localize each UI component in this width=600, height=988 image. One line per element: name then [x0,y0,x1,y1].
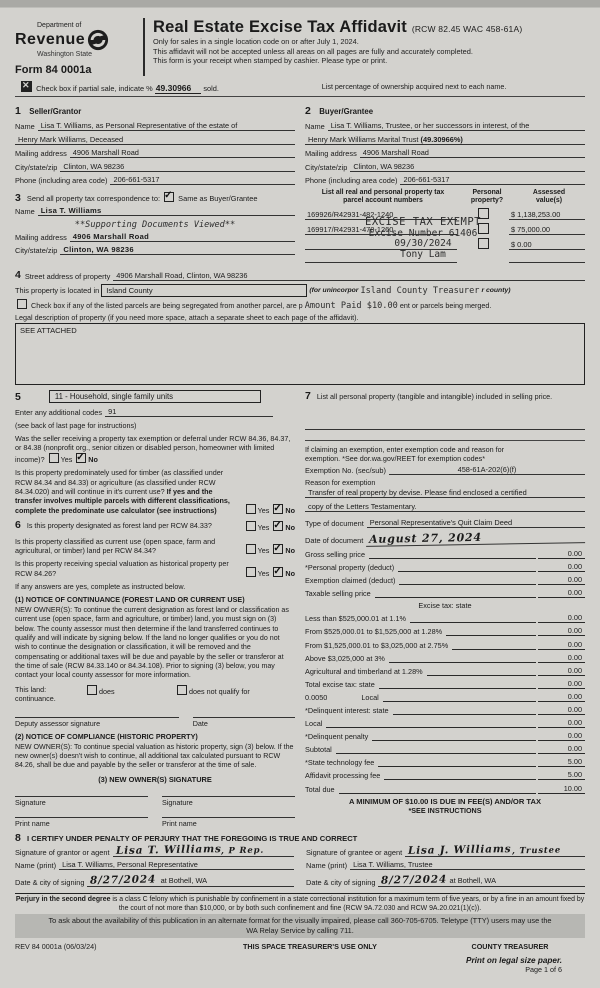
corr-name-label: Name [15,207,35,216]
section8-number: 8 [15,831,21,844]
tax-row: Total excise tax: state 0.00 [305,679,585,689]
owner-print-name-line[interactable]: Print name [15,817,148,828]
form-title: Real Estate Excise Tax Affidavit (RCW 82.45 WAC 458-61A) [153,18,523,36]
certify-statement: I CERTIFY UNDER PENALTY OF PERJURY THAT THE FOREGOING IS TRUE AND CORRECT [26,833,358,843]
tax-row: Subtotal 0.00 [305,744,585,754]
buyer-city-field[interactable]: Clinton, WA 98236 [350,162,585,172]
print-on-legal-note: Print on legal size paper. [465,956,562,965]
tax-row: From $525,000.01 to $1,525,000 at 1.28% 0.00 [305,626,585,636]
seller-name-field[interactable]: Lisa T. Williams, as Personal Representative of the estate of [38,121,295,131]
parcel-table-header: List all real and personal property tax parcel account numbers Personal property? Assessed value(s) [321,188,566,205]
treasurer-exempt-stamp [333,217,513,261]
tax-row: Total due 10.00 [305,784,585,794]
grantor-date-label: Date & city of signing [15,877,85,887]
partial-sale-label: Check box if partial sale, indicate % [36,84,153,93]
parcel-number-field[interactable]: 169917/R42931-478-1260 [305,225,457,235]
tax-row: From $1,525,000.01 to $3,025,000 at 2.75% 0.00 [305,640,585,650]
current-use-yes-checkbox[interactable] [246,544,256,554]
section5-number: 5 [15,390,21,403]
tax-amount-field[interactable]: 0.00 [538,744,585,754]
section-7-and-tax [305,390,585,830]
grantee-print-field[interactable]: Lisa T. Williams, Trustee [350,860,585,870]
buyer-mailing-label: Mailing address [305,149,357,158]
date-of-document-field[interactable]: August 27, 2024 [366,530,585,548]
buyer-name-field-2[interactable]: Henry Mark Williams Marital Trust (49.30966%) [305,135,585,145]
deputy-assessor-signature-line[interactable]: Deputy assessor signature [15,717,179,728]
supporting-docs-stamp: **Supporting Documents Viewed** [74,219,236,230]
county-treasurer-label: COUNTY TREASURER [471,941,549,951]
deferral-question: Was the seller receiving a property tax exemption or deferral under RCW 84.36, 84.37, or 84.38 (nonprofit org., senior citizen or disabled person, homeowner with limited income)? Yes ✓ No [15,434,295,464]
notice2-body: NEW OWNER(S): To continue special valuation as historic property, sign (3) below. If the new owner(s) doesn't wish to continue, all additional tax calculated pursuant to RCW 84.26, shall be due and payable by the seller or transferor at the time of sale. [15,742,294,770]
tax-amount-field[interactable]: 5.00 [538,770,585,780]
notice1-body: NEW OWNER(S): To continue the current designation as forest land or classification as current use (open space, farm and agriculture, or timber) land, you must sign on (3) below. The county assessor must then determine if the land transferred continues to qualify and will indicate by signing below. If the land no longer qualifies or you do not wish to continue the designation or classification, it will be removed and the compensating or additional taxes will be due and payable by the seller or transferor at the time of sale (RCW 84.33.140 or 84.34.108). Prior to signing (3) below, you may contact your local county assessor for more information. [15,605,289,680]
header-note-3: This form is your receipt when stamped by cashier. Please type or print. [153,56,388,66]
historic-no-checkbox[interactable] [273,567,283,577]
legal-description-label: Legal description of property (if you need more space, attach a separate sheet to each page of the affidavit). [15,313,359,323]
partial-sale-percent[interactable]: 49.30966 [155,83,201,94]
seller-phone-label: Phone (including area code) [15,176,108,185]
assessed-value-field[interactable]: $ 1,138,253.00 [509,210,585,220]
partial-sale-suffix: sold. [203,84,219,93]
assessed-value-field[interactable] [509,253,585,263]
tax-row: Above $3,025,000 at 3% 0.00 [305,653,585,663]
street-address-label: Street address of property [24,271,111,281]
historic-yes-checkbox[interactable] [246,567,256,577]
timber-question: Is this property predominately used for timber (as classified under RCW 84.34 and 84.33) or agriculture (as classified under RCW 84.34.020) and will continue in it's current use? If yes and the transfer involves multiple parcels with different classifications, complete the predominate use calculator (see instructions) Yes ✓ No [15,468,295,515]
stamp-exempt-line: EXCISE TAX EXEMPT [365,216,481,228]
corr-mailing-label: Mailing address [15,232,67,242]
tax-amount-field[interactable]: 0.00 [538,679,585,689]
tax-amount-field[interactable]: 0.00 [538,653,585,663]
additional-codes-field[interactable]: 91 [105,407,272,417]
buyer-phone-field[interactable]: 206-661-5317 [400,175,585,185]
tax-amount-field[interactable]: 0.00 [538,640,585,650]
tax-amount-field[interactable]: 0.00 [538,562,585,572]
grantor-signature-field[interactable]: Lisa T. Williams, P Rep. [113,844,295,857]
grantee-signature-field[interactable]: Lisa J. Williams, Trustee [405,844,585,857]
historic-question: Is this property receiving special valuation as historical property per RCW 84.26? Yes ✓ No [15,559,295,578]
land-use-code-field[interactable]: 11 - Household, single family units [49,390,261,403]
tax-amount-field[interactable]: 0.00 [538,731,585,741]
seller-phone-field[interactable]: 206-661-5317 [110,175,295,185]
partial-sale-checkbox[interactable] [21,81,32,92]
tax-row: *Personal property (deduct) 0.00 [305,562,585,572]
grantor-date-field[interactable]: 8/27/2024 at Bothell, WA [87,874,294,887]
owner-signature-line[interactable]: Signature [15,796,148,807]
current-use-no-checkbox[interactable] [273,544,283,554]
section1-heading: Seller/Grantor [29,107,82,116]
see-back-note: (see back of last page for instructions) [15,420,137,430]
reason-label: Reason for exemption [305,478,376,488]
see-instructions-note: *SEE INSTRUCTIONS [408,805,482,815]
grantee-date-field[interactable]: 8/27/2024 at Bothell, WA [378,874,585,887]
segregated-label: Check box if any of the listed parcels are being segregated from another parcel, are p [31,301,303,311]
section-8 [15,832,585,891]
forest-land-question: 6 Is this property designated as forest land per RCW 84.33? Yes ✓ No [15,519,295,533]
seller-name-field-2[interactable]: Henry Mark Williams, Deceased [15,135,295,145]
tax-row: Local 0.00 [305,718,585,728]
section-4 [15,269,585,386]
tax-row: Taxable selling price 0.00 [305,588,585,598]
header-note-2: This affidavit will not be accepted unless all areas on all pages are fully and accurately completed. [153,46,473,56]
corr-mailing-field[interactable]: 4906 Marshall Road [70,232,295,242]
tax-amount-field[interactable]: 0.00 [538,575,585,585]
section-1-and-3 [15,101,295,266]
exemption-intro: If claiming an exemption, enter exemption code and reason for exemption. *See dor.wa.gov/REET for exemption codes* [305,444,504,464]
type-of-document-label: Type of document [305,518,364,528]
owner-print-name-line[interactable]: Print name [162,817,295,828]
forest-yes-checkbox[interactable] [246,521,256,531]
street-address-field[interactable]: 4906 Marshall Road, Clinton, WA 98236 [113,271,349,281]
located-note-right: r county) [481,287,511,295]
notice2-title: (2) NOTICE OF COMPLIANCE (HISTORIC PROPERTY) [15,732,198,742]
excise-tax-state-header: Excise tax: state [418,601,472,611]
local-rate-value: 0.0050 [305,692,328,702]
section-2-and-parcels [305,101,585,266]
tax-amount-field[interactable]: 0.00 [538,705,585,715]
street-address-extra-line[interactable] [349,271,585,281]
form-number: Form 84 0001a [15,64,92,76]
grantee-date-label: Date & city of signing [306,877,376,887]
ownership-note: List percentage of ownership acquired next to each name. [321,82,507,91]
header-note-1: Only for sales in a single location code on or after July 1, 2024. [153,37,359,46]
exemption-no-label: Exemption No. (sec/sub) [305,465,386,475]
buyer-city-label: City/state/zip [305,162,348,172]
segregated-checkbox[interactable] [17,299,27,309]
buyer-percent: (49.30966%) [420,134,463,144]
corr-city-label: City/state/zip [15,246,58,255]
revenue-logo-icon [87,29,109,51]
seller-city-field[interactable]: Clinton, WA 98236 [60,162,295,172]
stamp-amount-paid: Amount Paid $10.00 [304,301,398,312]
page-number: Page 1 of 6 [525,965,562,974]
tax-row: Gross selling price 0.00 [305,549,585,559]
forest-no-checkbox[interactable] [273,521,283,531]
grantor-signature-label: Signature of grantor or agent [15,847,110,857]
tax-amount-field[interactable]: 0.00 [538,692,585,702]
if-any-note: If any answers are yes, complete as instructed below. [15,582,186,592]
tax-row: Exemption claimed (deduct) 0.00 [305,575,585,585]
reason-field-2[interactable]: copy of the Letters Testamentary. [305,502,585,512]
agency-name: Revenue [15,31,86,48]
tax-row: *State technology fee 5.00 [305,757,585,767]
treasurer-use-label: THIS SPACE TREASURER'S USE ONLY [243,941,377,951]
section2-number: 2 [305,105,311,117]
legal-description-field[interactable]: SEE ATTACHED [15,323,585,385]
assessed-value-field[interactable]: $ 0.00 [509,240,585,250]
land-qualify-row: This land: continuance. does does not qualify for [15,684,250,704]
buyer-mailing-field[interactable]: 4906 Marshall Road [360,148,585,158]
additional-codes-label: Enter any additional codes [15,408,103,418]
buyer-name-label: Name [305,122,325,131]
buyer-phone-label: Phone (including area code) [305,176,398,185]
section7-number: 7 [305,390,311,403]
seller-mailing-label: Mailing address [15,149,67,158]
grantor-print-label: Name (print) [15,861,57,871]
section2-heading: Buyer/Grantee [319,107,374,116]
segregated-label-2: ent or parcels being merged. [399,301,492,311]
tax-row: *Delinquent penalty 0.00 [305,731,585,741]
stamp-county-treasurer: Island County Treasurer [360,285,480,296]
parcel-number-field[interactable]: 169926/R42931-482-1240 [305,210,457,220]
form-header [15,18,585,76]
footer-row [15,942,585,951]
tax-row: Affidavit processing fee 5.00 [305,770,585,780]
notice1-title: (1) NOTICE OF CONTINUANCE (FOREST LAND OR CURRENT USE) [15,595,245,605]
tax-amount-field[interactable]: 0.00 [538,718,585,728]
owners-signature-title: (3) NEW OWNER(S) SIGNATURE [98,774,212,784]
tax-row-local-rate: 0.0050 Local 0.00 [305,692,585,702]
tax-amount-field[interactable]: 0.00 [538,549,585,559]
type-of-document-field[interactable]: Personal Representative's Quit Claim Deed [367,518,585,528]
section1-number: 1 [15,105,21,117]
tax-row: Agricultural and timberland at 1.28% 0.00 [305,666,585,676]
agency-state-line: Washington State [37,51,92,58]
reason-field-1[interactable]: Transfer of real property by devise. Please find enclosed a certified [305,488,585,498]
agency-dept-line: Department of [37,22,82,29]
deferral-yes-checkbox[interactable] [49,453,59,463]
seller-name-label: Name [15,122,35,131]
accessibility-note: To ask about the availability of this publication in an alternate format for the visually impaired, please call 360-705-6705. Teletype (TTY) users may use the WA Relay Service by calling 711. [15,914,585,937]
grantee-signature-label: Signature of grantee or agent [306,847,403,857]
perjury-statement: Perjury in the second degree is a class C felony which is punishable by confinement in a state correctional institution for a maximum term of five years, or by a fine in an amount fixed by the court of not more than $10,000, or by both such confinement and fine (RCW 9A.72.030 and RCW 9A.20.021(1)(c)). [15,893,585,914]
seller-mailing-field[interactable]: 4906 Marshall Road [70,148,295,158]
form-title-rcw: (RCW 82.45 WAC 458-61A) [411,24,523,34]
rev-form-id: REV 84 0001a (06/03/24) [15,941,97,951]
personal-property-list-line[interactable] [305,420,585,430]
current-use-question: Is this property classified as current use (open space, farm and agricultural, or timber) land per RCW 84.34? Yes ✓ No [15,537,295,556]
title-block [143,18,585,76]
grantor-print-field[interactable]: Lisa T. Williams, Personal Representative [59,860,294,870]
partial-sale-row [19,81,585,93]
section6-number: 6 [15,518,21,531]
seller-city-label: City/state/zip [15,162,58,172]
date-of-document-label: Date of document [305,536,364,546]
tax-amount-field[interactable]: 10.00 [538,784,585,794]
agency-logo-block [15,18,143,76]
minimum-due-note: A MINIMUM OF $10.00 IS DUE IN FEE(S) AND/OR TAX [348,796,542,806]
section-5-and-6 [15,390,295,830]
tax-amount-field[interactable]: 0.00 [538,588,585,598]
print-note-block [466,956,562,974]
assessed-value-field[interactable]: $ 75,000.00 [509,225,585,235]
located-in-field[interactable]: Island County [101,284,307,297]
deputy-date-line[interactable]: Date [193,717,295,728]
section4-number: 4 [15,268,21,281]
does-checkbox[interactable] [87,685,97,695]
buyer-name-field[interactable]: Lisa T. Williams, Trustee, or her successors in interest, of the [328,121,585,131]
corr-name-field[interactable]: Lisa T. Williams [38,206,295,216]
tax-amount-field[interactable]: 0.00 [538,626,585,636]
tax-row: Less than $525,000.01 at 1.1% 0.00 [305,613,585,623]
scan-edge [0,0,600,8]
timber-yes-checkbox[interactable] [246,504,256,514]
timber-no-checkbox[interactable] [273,504,283,514]
divider [15,96,585,97]
owner-signature-line[interactable]: Signature [162,796,295,807]
stamp-excise-number: Excise Number 61406 [368,227,478,239]
stamp-treasurer-name: Tony Lam [400,249,446,260]
same-as-buyer-checkbox[interactable] [164,192,174,202]
corr-city-field[interactable]: Clinton, WA 98236 [60,245,295,255]
section3-number: 3 [15,192,21,204]
located-note-left: (for unincorpor [309,287,359,295]
deferral-no-checkbox[interactable] [76,453,86,463]
tax-amount-field[interactable]: 0.00 [538,613,585,623]
tax-amount-field[interactable]: 0.00 [538,666,585,676]
section7-intro: 7 List all personal property (tangible and intangible) included in selling price. [305,390,553,403]
tax-row: *Delinquent interest: state 0.00 [305,705,585,715]
exemption-no-field[interactable]: 458-61A-202(6)(f) [389,465,585,475]
tax-amount-field[interactable]: 5.00 [538,757,585,767]
does-not-checkbox[interactable] [177,685,187,695]
grantee-print-label: Name (print) [306,861,348,871]
located-in-label: This property is located in [15,286,100,296]
stamp-date: 09/30/2024 [394,238,452,250]
same-as-buyer-label: Same as Buyer/Grantee [178,194,258,203]
section3-heading: Send all property tax correspondence to: [26,194,161,203]
